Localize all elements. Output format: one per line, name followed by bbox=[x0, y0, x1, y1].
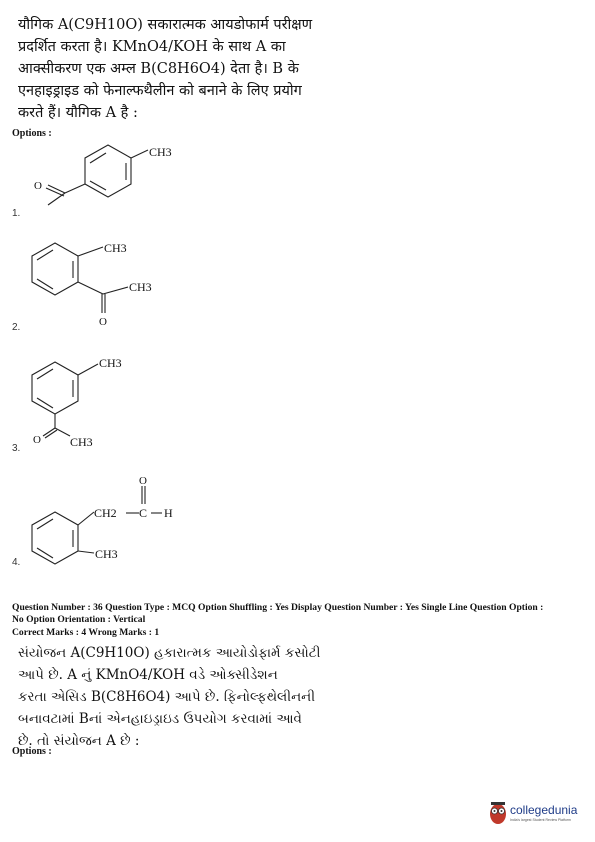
marks-info: Correct Marks : 4 Wrong Marks : 1 bbox=[12, 627, 160, 638]
question-meta: No Option Orientation : Vertical bbox=[12, 614, 146, 625]
question-text-gujarati bbox=[18, 642, 321, 752]
methyl-label: CH3 bbox=[104, 241, 127, 255]
benzene-ring bbox=[85, 145, 131, 197]
carbon-label: C bbox=[139, 506, 148, 520]
question-line: કરતા એસિડ B(C8H6O4) આપે છે. ફિનોલ્ફથેલીનની bbox=[18, 689, 316, 705]
oxygen-label: O bbox=[99, 316, 107, 328]
logo-text: collegedunia bbox=[510, 803, 578, 817]
oxygen-label: O bbox=[34, 180, 42, 192]
owl-icon bbox=[488, 800, 508, 826]
oxygen-label: O bbox=[139, 475, 147, 487]
benzene-ring bbox=[32, 362, 78, 414]
options-label: Options : bbox=[12, 128, 52, 139]
option-number: 2. bbox=[12, 322, 21, 333]
option-4-structure bbox=[32, 475, 173, 564]
option-3-structure bbox=[32, 356, 122, 449]
hydrogen-label: H bbox=[164, 506, 173, 520]
methyl-label: CH3 bbox=[95, 547, 118, 561]
question-line: બનાવટામાં Bનાં એનહાઇડ્રાઇડ ઉપયોગ કરવામાં આવે bbox=[18, 711, 302, 727]
question-line: एनहाइड्राइड को फेनाल्फथैलीन को बनाने के लिए प्रयोग bbox=[18, 83, 302, 99]
benzene-ring bbox=[32, 243, 78, 295]
logo-tagline: India's largest Student Review Platform bbox=[510, 818, 571, 822]
question-line: प्रदर्शित करता है। KMnO4/KOH के साथ A का bbox=[18, 39, 286, 55]
option-number: 4. bbox=[12, 557, 21, 568]
question-line: आक्सीकरण एक अम्ल B(C8H6O4) देता है। B के bbox=[18, 61, 299, 77]
collegedunia-logo bbox=[488, 798, 584, 830]
option-number: 1. bbox=[12, 208, 21, 219]
question-line: આપે છે. A નું KMnO4/KOH વડે ઓક્સીડેશન bbox=[18, 667, 278, 683]
question-line: यौगिक A(C9H10O) सकारात्मक आयडोफार्म परीक्षण bbox=[18, 17, 313, 33]
ch2-label: CH2 bbox=[94, 506, 117, 520]
question-line: છે. તો સંયોજન A છે : bbox=[18, 733, 140, 749]
methyl-label: CH3 bbox=[149, 145, 172, 159]
option-2-structure bbox=[32, 241, 152, 328]
question-line: સંયોજન A(C9H10O) હકારાત્મક આયોડોફાર્મ કસોટી bbox=[18, 645, 321, 661]
oxygen-label: O bbox=[33, 434, 41, 446]
question-line: करते हैं। यौगिक A है : bbox=[18, 105, 138, 121]
option-number: 3. bbox=[12, 443, 21, 454]
benzene-ring bbox=[32, 512, 78, 564]
acetyl-methyl-label: CH3 bbox=[70, 435, 93, 449]
option-1-structure bbox=[34, 145, 172, 205]
options-label: Options : bbox=[12, 746, 52, 757]
methyl-label: CH3 bbox=[99, 356, 122, 370]
question-meta: Question Number : 36 Question Type : MCQ Option Shuffling : Yes Display Question Number : Yes Single Line Question Option : bbox=[12, 602, 544, 613]
acetyl-methyl-label: CH3 bbox=[129, 280, 152, 294]
